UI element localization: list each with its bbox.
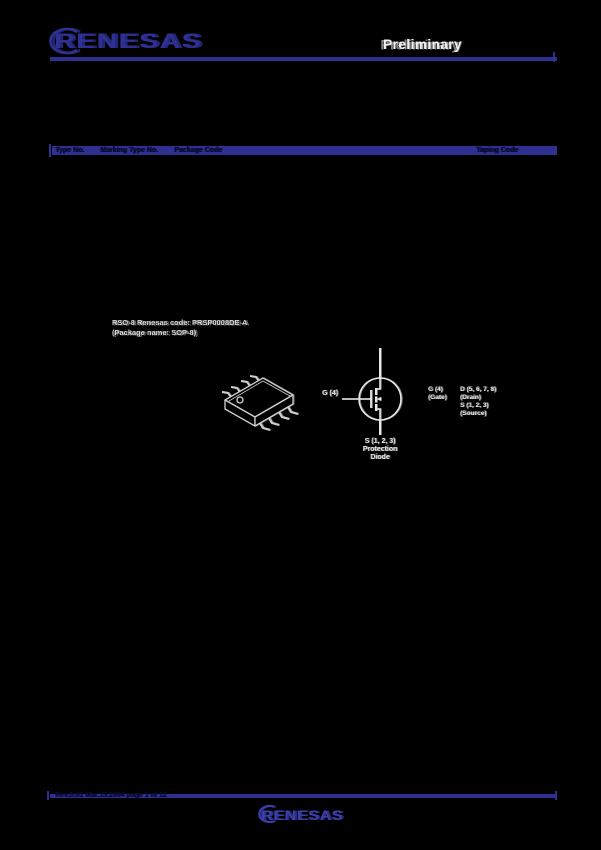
footer-rule-left-tick (47, 791, 49, 800)
footer-revision-text: Rev.0.01 Mar.15.2004 page 1 of 12 (55, 792, 167, 799)
sop8-package-drawing (213, 364, 305, 456)
section-header-bar (52, 146, 557, 155)
legend-b-line3: S (1, 2, 3) (460, 402, 489, 409)
legend-a-line2: (Gate) (428, 394, 447, 401)
legend-b-line4: (Source) (460, 410, 487, 417)
bar-cell-marking: Marking Type No. (100, 147, 158, 154)
figure-caption-line1: RSO-8 Renesas code: PRSP0008DE-A (112, 318, 248, 327)
legend-b-line1: D (5, 6, 7, 8) (460, 386, 497, 393)
footer-renesas-logo (254, 801, 348, 827)
preliminary-label: Preliminary (383, 37, 463, 52)
renesas-logo (44, 23, 208, 57)
mosfet-circuit-diagram (318, 342, 518, 467)
bar-cell-taping-code: Taping Code (476, 147, 518, 154)
figure-caption-line2: (Package name: SOP-8) (112, 327, 197, 337)
footer-rule-right-tick (555, 791, 557, 800)
source-caption-line1: S (1, 2, 3) (364, 438, 396, 445)
legend-b-line2: (Drain) (460, 394, 481, 401)
source-pin-caption (363, 438, 398, 461)
drain-tap-line (376, 378, 380, 389)
bar-left-tick (49, 144, 51, 157)
figure-caption (112, 318, 247, 337)
bar-cell-type-no: Type No. (55, 147, 85, 154)
footer-logo-wordmark: RENESAS (261, 807, 343, 823)
logo-wordmark: RENESAS (54, 30, 202, 53)
source-caption-line2: Protection (362, 446, 398, 453)
header-rule-end-tick (553, 52, 555, 62)
source-caption-line3: Diode (370, 454, 390, 461)
gate-label: G (4) (322, 390, 338, 397)
pin-legend-a (428, 386, 447, 401)
header-rule (50, 57, 557, 61)
pin-legend-b (460, 386, 496, 417)
body-diode-arrow (377, 397, 382, 401)
legend-a-line1: G (4) (428, 386, 443, 393)
bar-cell-package-code: Package Code (174, 147, 222, 154)
